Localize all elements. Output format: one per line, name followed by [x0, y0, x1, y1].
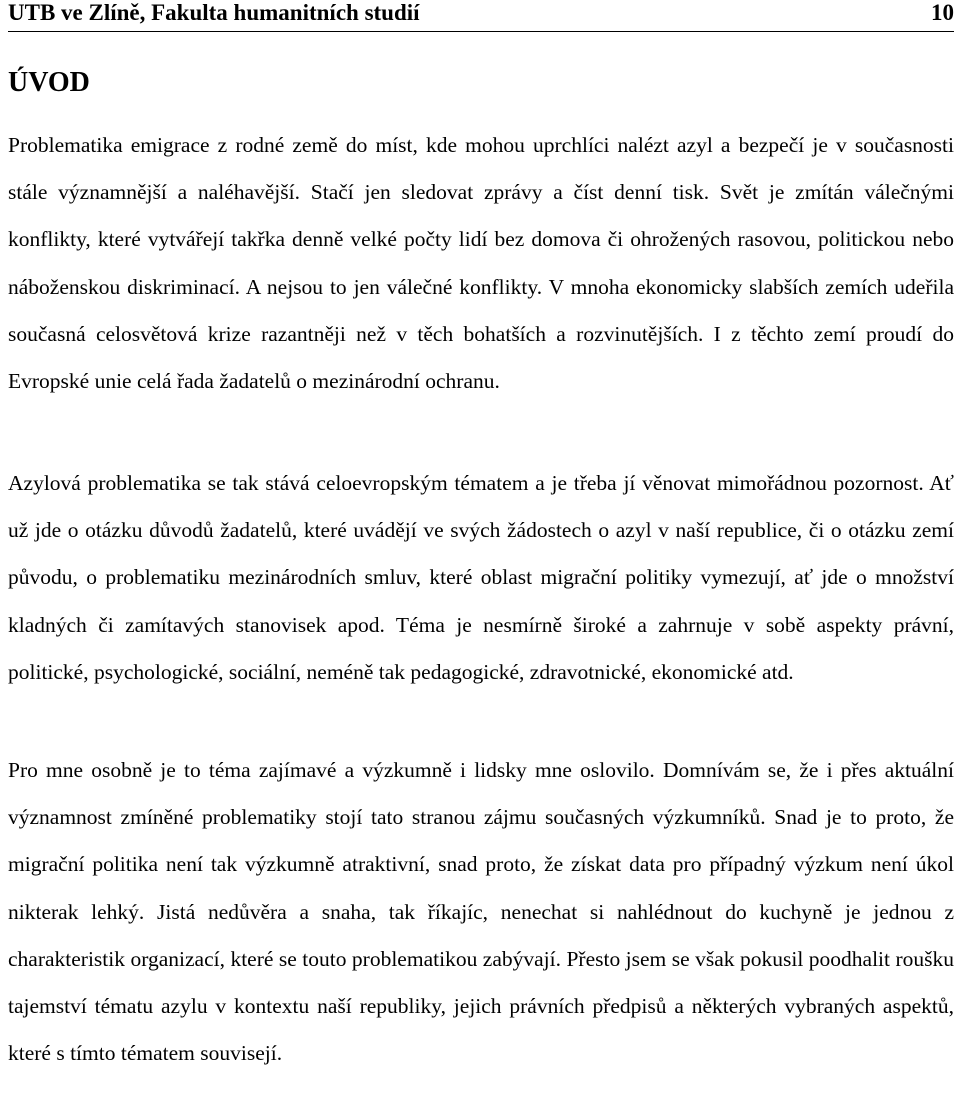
paragraph-2: Azylová problematika se tak stává celoevropským tématem a je třeba jí věnovat mimořádnou pozornost. Ať už jde o otázku důvodů žadatelů, které uvádějí ve svých žádostech o azyl v naší republice, či o otázku zemí původu, o problematiku mezinárodních smluv, které oblast migrační politiky vymezují, ať jde o množství kladných či zamítavých stanovisek apod. Téma je nesmírně široké a zahrnuje v sobě aspekty právní, politické, psychologické, sociální, neméně tak pedagogické, zdravotnické, ekonomické atd. — [8, 471, 954, 684]
page-number: 10 — [931, 0, 954, 25]
header-rule — [8, 31, 954, 32]
section-title: ÚVOD — [8, 67, 90, 98]
header-institution: UTB ve Zlíně, Fakulta humanitních studií — [8, 0, 420, 25]
paragraph-3: Pro mne osobně je to téma zajímavé a výzkumně i lidsky mne oslovilo. Domnívám se, že i přes aktuální významnost zmíněné problematiky stojí tato stranou zájmu současných výzkumníků. Snad je to proto, že migrační politika není tak výzkumně atraktivní, snad proto, že získat data pro případný výzkum není úkol nikterak lehký. Jistá nedůvěra a snaha, tak říkajíc, nenechat si nahlédnout do kuchyně je jednou z charakteristik organizací, které se touto problematikou zabývají. Přesto jsem se však pokusil poodhalit roušku tajemství tématu azylu v kontextu naší republiky, jejich právních předpisů a některých vybraných aspektů, které s tímto tématem souvisejí. — [8, 758, 954, 1066]
running-header — [8, 0, 954, 26]
paragraph-1: Problematika emigrace z rodné země do míst, kde mohou uprchlíci nalézt azyl a bezpečí je v současnosti stále významnější a naléhavější. Stačí jen sledovat zprávy a číst denní tisk. Svět je zmítán válečnými konflikty, které vytvářejí takřka denně velké počty lidí bez domova či ohrožených rasovou, politickou nebo náboženskou diskriminací. A nejsou to jen válečné konflikty. V mnoha ekonomicky slabších zemích udeřila současná celosvětová krize razantněji než v těch bohatších a rozvinutějších. I z těchto zemí proudí do Evropské unie celá řada žadatelů o mezinárodní ochranu. — [8, 133, 954, 394]
